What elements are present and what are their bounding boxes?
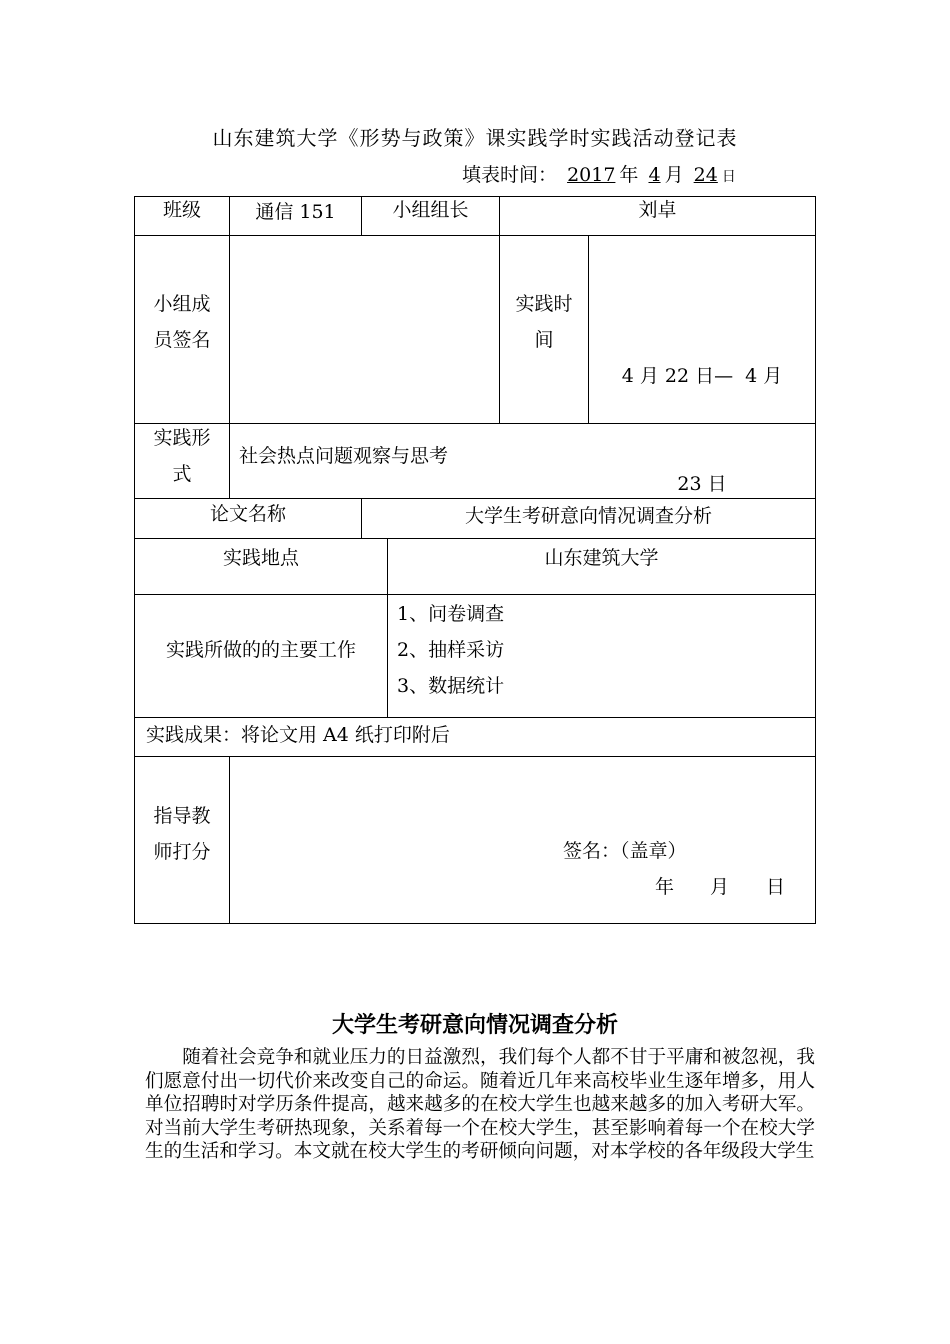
practice-form-label bbox=[135, 420, 229, 492]
practice-result: 实践成果：将论文用 A4 纸打印附后 bbox=[146, 724, 450, 746]
essay-body bbox=[145, 1046, 815, 1164]
fill-date-day: 24 bbox=[693, 164, 718, 186]
fill-date-year: 2017 bbox=[567, 164, 616, 186]
practice-time-value-line2: 23 日 bbox=[677, 473, 727, 495]
leader-label: 小组组长 bbox=[392, 199, 469, 221]
class-value: 通信 151 bbox=[255, 201, 336, 223]
essay-paragraph: 随着社会竞争和就业压力的日益激烈，我们每个人都不甘于平庸和被忽视，我们愿意付出一切代价来改变自己的命运。随着近几年来高校毕业生逐年增多，用人单位招聘时对学历条件提高，越来越多的在校大学生也越来越多的加入考研大军。对当前大学生考研热现象，关系着每一个在校大学生，甚至影响着每一个在校大学生的生活和学习。本文就在校大学生的考研倾向问题，对本学校的各年级段大学生 bbox=[145, 1047, 815, 1163]
signature-stamp: 签名：（盖章） bbox=[563, 840, 687, 862]
teacher-score-label-line1: 指导教 bbox=[153, 805, 211, 827]
main-work-item: 3、数据统计 bbox=[397, 675, 505, 697]
table-rule bbox=[229, 756, 230, 924]
practice-time-label bbox=[500, 286, 588, 358]
main-work-list bbox=[397, 596, 807, 704]
fill-date bbox=[462, 160, 736, 187]
teacher-score-label-line2: 师打分 bbox=[153, 841, 211, 863]
fill-date-day-unit: 日 bbox=[721, 169, 736, 185]
table-border-right bbox=[815, 196, 816, 924]
practice-place-label: 实践地点 bbox=[222, 547, 299, 569]
paper-title-value: 大学生考研意向情况调查分析 bbox=[464, 505, 712, 527]
practice-time-label-line1: 实践时 bbox=[515, 293, 573, 315]
table-rule bbox=[134, 756, 816, 757]
leader-value: 刘卓 bbox=[638, 199, 677, 221]
sign-date-month: 月 bbox=[710, 876, 730, 898]
table-rule bbox=[134, 594, 816, 595]
table-rule bbox=[134, 235, 816, 236]
practice-time-label-line2: 间 bbox=[534, 329, 554, 351]
practice-form-value: 社会热点问题观察与思考 bbox=[239, 445, 449, 467]
practice-time-value-line1: 4 月 22 日— 4 月 bbox=[621, 365, 783, 387]
members-label-line2: 员签名 bbox=[153, 329, 211, 351]
class-label: 班级 bbox=[162, 199, 201, 221]
fill-date-label: 填表时间： bbox=[462, 164, 558, 186]
table-rule bbox=[229, 196, 230, 499]
sign-date-day: 日 bbox=[766, 876, 786, 898]
essay-title: 大学生考研意向情况调查分析 bbox=[331, 1012, 618, 1038]
practice-place-value: 山东建筑大学 bbox=[544, 547, 659, 569]
main-work-item: 2、抽样采访 bbox=[397, 639, 505, 661]
practice-form-label-line1: 实践形 bbox=[153, 427, 211, 449]
teacher-score-label bbox=[135, 798, 229, 870]
practice-form-label-line2: 式 bbox=[172, 463, 192, 485]
form-title: 山东建筑大学《形势与政策》课实践学时实践活动登记表 bbox=[212, 126, 738, 150]
main-work-label: 实践所做的的主要工作 bbox=[165, 639, 356, 661]
members-label-line1: 小组成 bbox=[153, 293, 211, 315]
members-signature-area bbox=[232, 240, 496, 420]
main-work-item: 1、问卷调查 bbox=[397, 603, 505, 625]
fill-date-month: 4 bbox=[648, 164, 661, 186]
fill-date-year-unit: 年 bbox=[619, 164, 639, 186]
table-rule bbox=[134, 538, 816, 539]
sign-date-year: 年 bbox=[655, 876, 675, 898]
members-label bbox=[135, 286, 229, 358]
table-border-bottom bbox=[134, 923, 816, 924]
paper-title-label: 论文名称 bbox=[209, 503, 286, 525]
fill-date-month-unit: 月 bbox=[664, 164, 684, 186]
